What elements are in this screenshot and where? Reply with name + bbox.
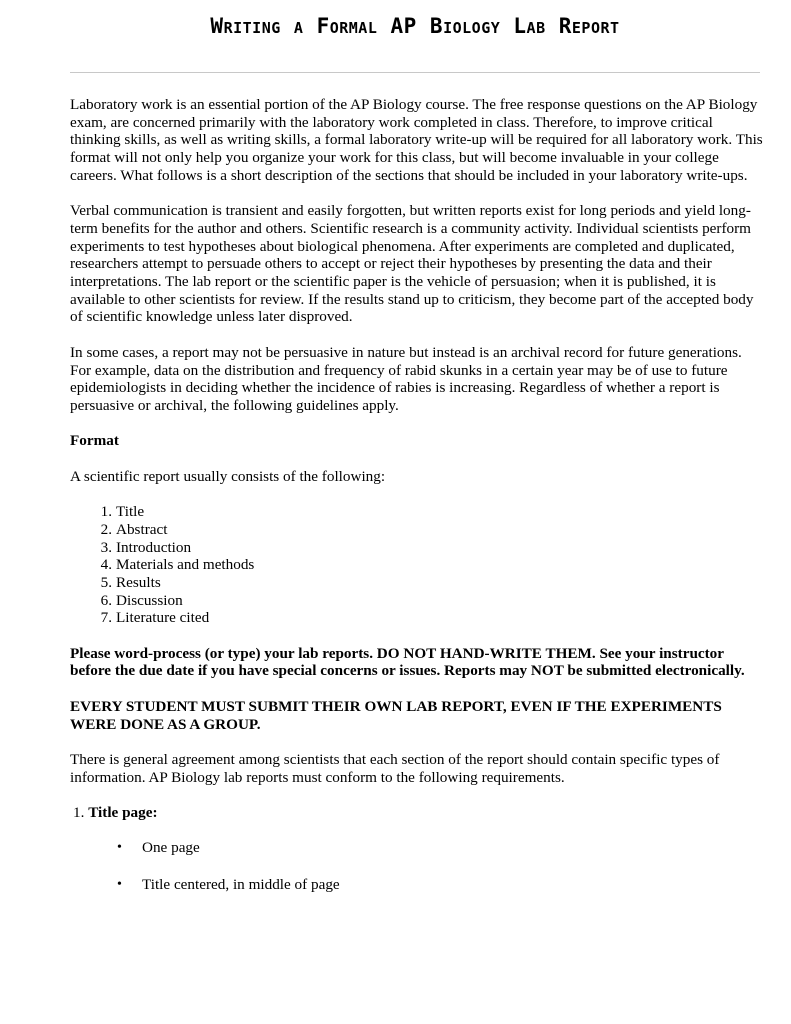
title-divider: [70, 72, 760, 73]
list-item: [117, 839, 764, 857]
list-item-number: 7.: [100, 609, 112, 627]
list-item: [117, 876, 764, 894]
list-item-label: Literature cited: [116, 609, 210, 627]
document-body: [70, 96, 764, 913]
list-item-number: 1.: [100, 503, 112, 521]
word-process-notice: Please word-process (or type) your lab reports. DO NOT HAND-WRITE THEM. See your instructor before the due date if you have special concerns or issues. Reports may NOT be submitted electronically.: [70, 644, 745, 680]
list-item-label: Results: [116, 573, 161, 591]
title-page-number: 1.: [73, 803, 85, 821]
format-heading: Format: [70, 432, 119, 450]
list-item: [100, 538, 764, 557]
individual-submission-notice: EVERY STUDENT MUST SUBMIT THEIR OWN LAB REPORT, EVEN IF THE EXPERIMENTS WERE DONE AS A GROUP.: [70, 697, 722, 733]
list-item: [100, 609, 764, 627]
title-page-heading: [70, 804, 764, 822]
list-item-number: 6.: [100, 591, 112, 609]
list-item-label: Title: [116, 503, 145, 521]
paragraph-archival: In some cases, a report may not be persuasive in nature but instead is an archival record for future generations. For example, data on the distribution and frequency of rabid skunks in a certain year may be of use to future epidemiologists in deciding whether the incidence of rabies is increasing. Regardless of whether a report is persuasive or archival, the following guidelines apply.: [70, 343, 742, 414]
list-item: [100, 556, 764, 574]
list-item: [100, 503, 764, 521]
document-title: Writing a Formal AP Biology Lab Report: [210, 14, 620, 38]
list-item-label: One page: [142, 839, 200, 857]
paragraph-intro: Laboratory work is an essential portion of the AP Biology course. The free response questions on the AP Biology exam, are concerned primarily with the laboratory work completed in class. Therefore, to improve critical thinking skills, as well as writing skills, a formal laboratory write-up will be required for all laboratory work. This format will not only help you organize your work for this class, but will become invaluable in your college careers. What follows is a short description of the sections that should be included in your laboratory write-ups.: [70, 96, 763, 184]
list-item-label: Discussion: [116, 591, 183, 609]
list-item-label: Materials and methods: [116, 556, 255, 574]
list-item: [100, 520, 764, 539]
bullet-icon: •: [117, 840, 122, 856]
list-item-number: 5.: [100, 573, 112, 591]
title-page-label: Title page:: [88, 803, 158, 821]
report-sections-list: [70, 503, 764, 627]
list-item-label: Title centered, in middle of page: [142, 876, 340, 894]
title-page-requirements-list: [70, 839, 764, 893]
list-item-number: 4.: [100, 556, 112, 574]
format-intro: A scientific report usually consists of the following:: [70, 467, 386, 485]
list-item-number: 2.: [100, 520, 112, 538]
list-item-label: Abstract: [116, 520, 168, 538]
list-item: [100, 573, 764, 592]
requirements-intro: There is general agreement among scientists that each section of the report should contain specific types of information. AP Biology lab reports must conform to the following requirements.: [70, 750, 720, 786]
list-item: [100, 591, 764, 610]
list-item-number: 3.: [100, 538, 112, 556]
bullet-icon: •: [117, 877, 122, 893]
list-item-label: Introduction: [116, 538, 192, 556]
paragraph-communication: Verbal communication is transient and easily forgotten, but written reports exist for long periods and yield long-term benefits for the author and others. Scientific research is a community activity. Individual scientists perform experiments to test hypotheses about biological phenomena. After experiments are completed and duplicated, researchers attempt to persuade others to accept or reject their hypotheses by presenting the data and their interpretations. The lab report or the scientific paper is the vehicle of persuasion; when it is published, it is available to other scientists for review. If the results stand up to criticism, they become part of the accepted body of scientific knowledge unless later disproved.: [70, 202, 754, 326]
